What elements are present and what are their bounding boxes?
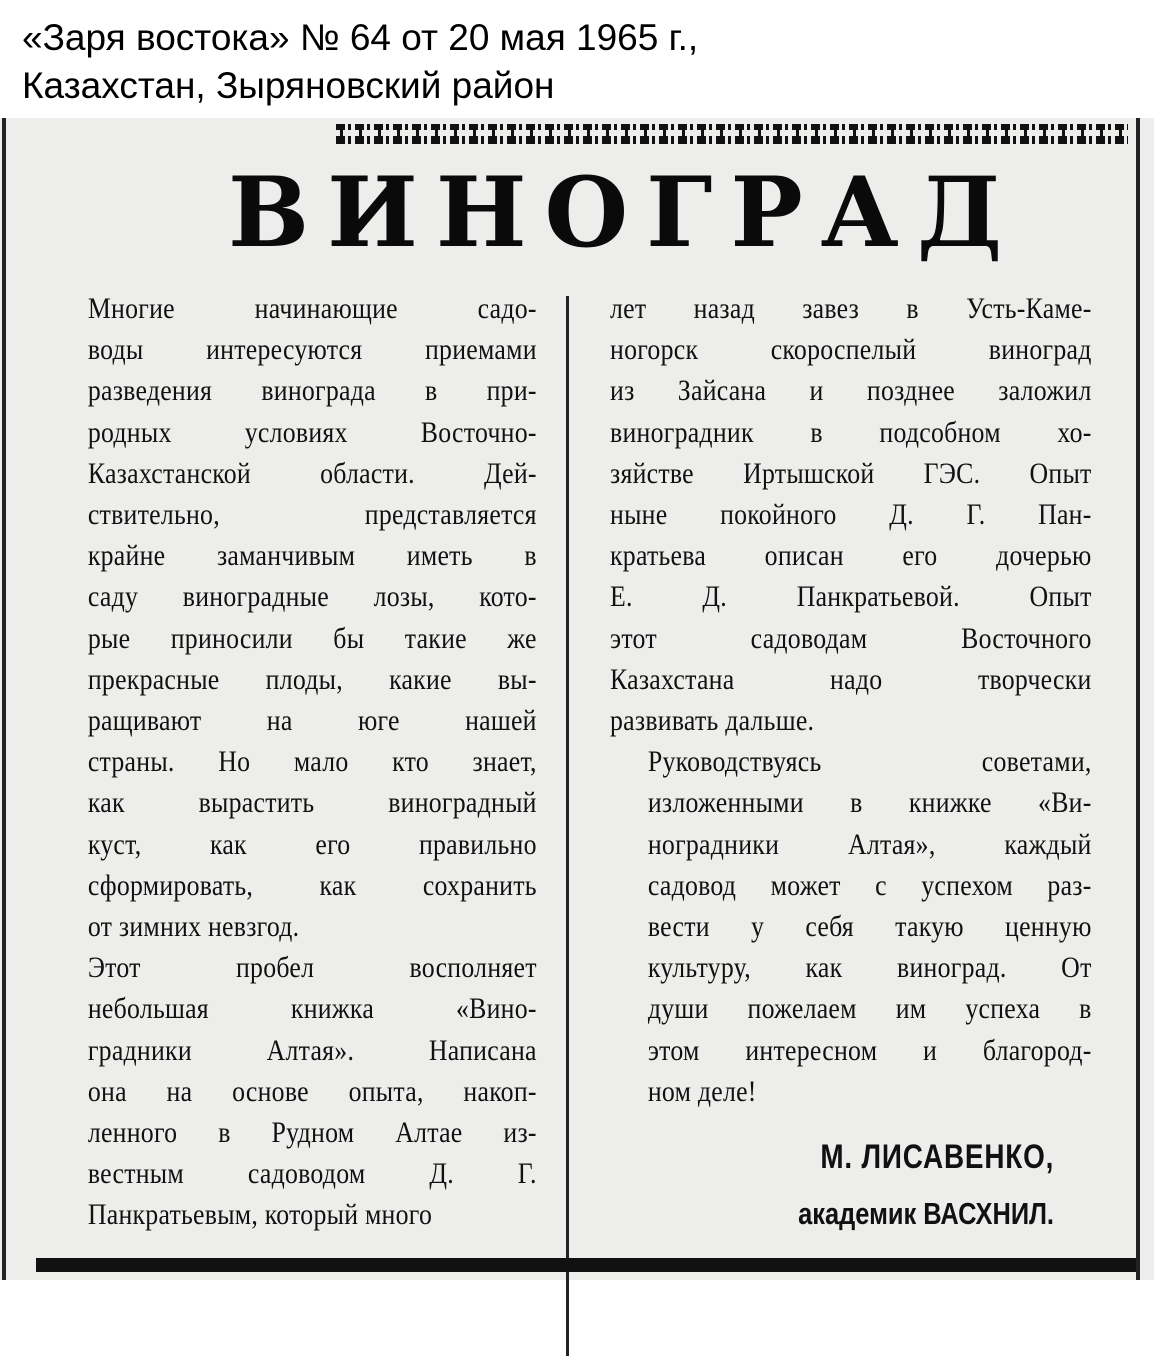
left-column xyxy=(50,288,537,1236)
text-line: этот садоводам Восточного xyxy=(610,621,1092,655)
text-line: кратьева описан его дочерью xyxy=(610,539,1092,573)
text-line: прекрасные плоды, какие вы- xyxy=(87,662,537,696)
caption-line-1: «Заря востока» № 64 от 20 мая 1965 г., xyxy=(22,17,699,58)
paragraph xyxy=(610,288,1092,741)
text-line: виноградник в подсобном хо- xyxy=(610,415,1092,449)
text-line: Е. Д. Панкратьевой. Опыт xyxy=(610,580,1092,614)
caption-line-2: Казахстан, Зыряновский район xyxy=(22,65,555,106)
text-line: родных условиях Восточно- xyxy=(87,415,537,449)
text-line: она на основе опыта, накоп- xyxy=(87,1074,537,1108)
text-line: Этот пробел восполняет xyxy=(87,951,537,985)
paragraph xyxy=(50,947,537,1235)
right-border-rule xyxy=(1136,118,1140,1280)
text-line: куст, как его правильно xyxy=(87,827,537,861)
text-line: вести у себя такую ценную xyxy=(647,910,1092,944)
text-line: крайне заманчивым иметь в xyxy=(87,539,537,573)
text-line: как вырастить виноградный xyxy=(87,786,537,820)
text-line: рые приносили бы такие же xyxy=(87,621,537,655)
text-line: градники Алтая». Написана xyxy=(87,1033,537,1067)
text-line: ногорск скороспелый виноград xyxy=(610,333,1092,367)
top-ornament-border xyxy=(336,124,1128,144)
text-line: от зимних невзгод. xyxy=(87,910,300,944)
right-column xyxy=(610,288,1092,1112)
text-line: этом интересном и благород- xyxy=(647,1033,1092,1067)
author-name: М. ЛИСАВЕНКО, xyxy=(820,1138,1054,1176)
text-line: Руководствуясь советами, xyxy=(647,745,1092,779)
text-line: ленного в Рудном Алтае из- xyxy=(87,1116,537,1150)
text-line: изложенными в книжке «Ви- xyxy=(647,786,1092,820)
newspaper-clipping xyxy=(0,118,1154,1280)
text-line: ныне покойного Д. Г. Пан- xyxy=(610,498,1092,532)
text-line: Многие начинающие садо- xyxy=(87,292,537,325)
image-caption xyxy=(22,14,1132,110)
text-line: разведения винограда в при- xyxy=(87,374,537,408)
text-line: души пожелаем им успеха в xyxy=(647,992,1092,1026)
column-divider xyxy=(566,296,569,1356)
article-headline: ВИНОГРАД xyxy=(228,156,1021,269)
text-line: культуру, как виноград. От xyxy=(647,951,1092,985)
text-line: зяйстве Иртышской ГЭС. Опыт xyxy=(610,456,1092,490)
text-line: развивать дальше. xyxy=(610,704,815,738)
text-line: Казахстана надо творчески xyxy=(610,662,1092,696)
text-line: небольшая книжка «Вино- xyxy=(87,992,537,1026)
bottom-border-rule xyxy=(36,1258,1136,1272)
text-line: саду виноградные лозы, кото- xyxy=(87,580,537,614)
paragraph xyxy=(50,288,537,947)
text-line: ноградники Алтая», каждый xyxy=(647,827,1092,861)
text-line: Казахстанской области. Дей- xyxy=(87,456,537,490)
text-line: лет назад завез в Усть-Каме- xyxy=(610,292,1092,325)
text-line: страны. Но мало кто знает, xyxy=(87,745,537,779)
text-line: из Зайсана и позднее заложил xyxy=(610,374,1092,408)
text-line: сформировать, как сохранить xyxy=(87,868,537,902)
text-line: вестным садоводом Д. Г. xyxy=(87,1157,537,1191)
left-border-rule xyxy=(2,118,6,1280)
paragraph xyxy=(610,741,1092,1112)
text-line: садовод может с успехом раз- xyxy=(647,868,1092,902)
text-line: воды интересуются приемами xyxy=(87,333,537,367)
text-line: ствительно, представляется xyxy=(87,498,537,532)
text-line: Панкратьевым, который много xyxy=(87,1198,433,1232)
text-line: ном деле! xyxy=(647,1074,757,1108)
author-title: академик ВАСХНИЛ. xyxy=(798,1196,1054,1231)
text-line: ращивают на юге нашей xyxy=(87,704,537,738)
